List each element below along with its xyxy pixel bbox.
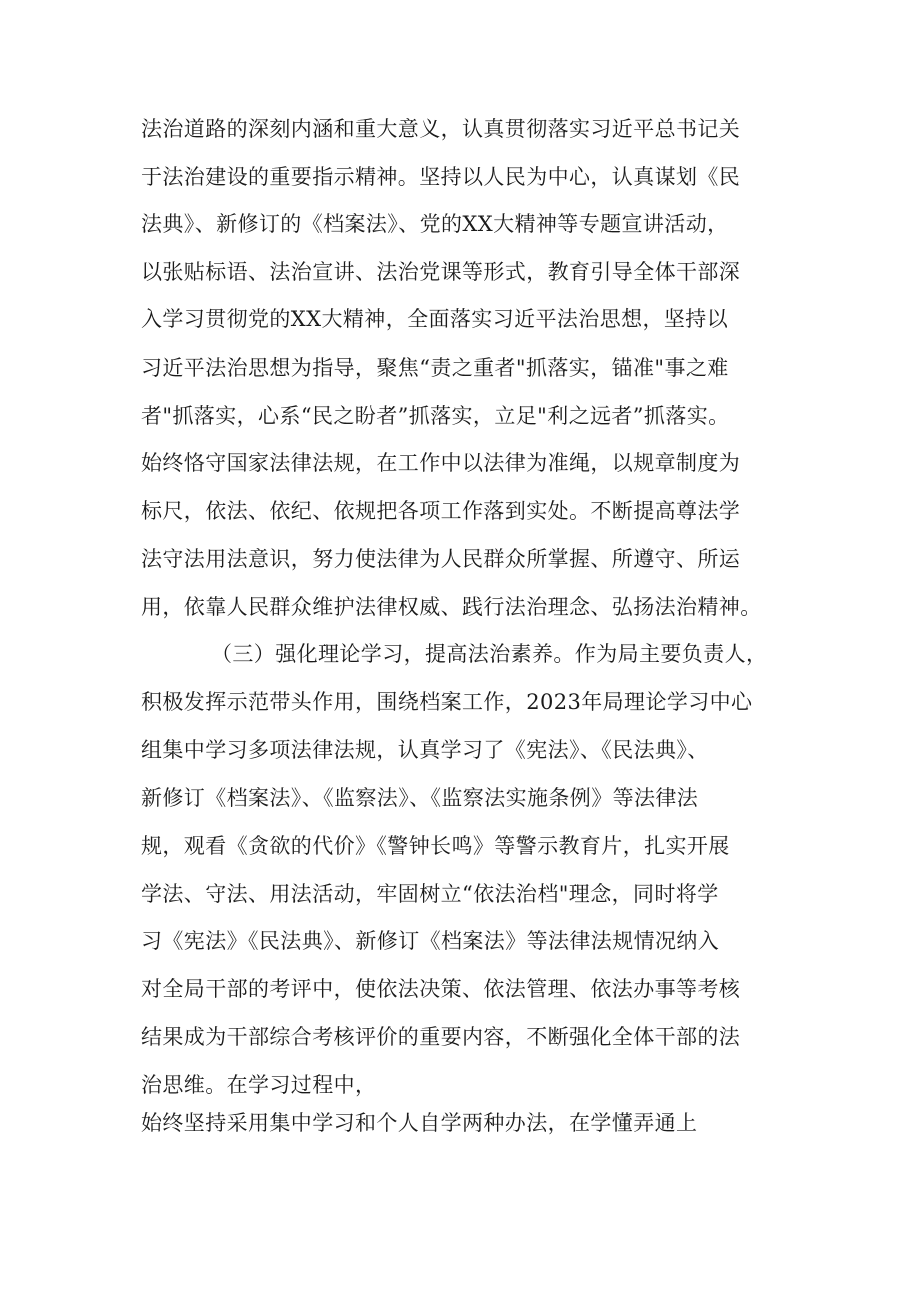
text-line: 对全局干部的考评中，使依法决策、依法管理、依法办事等考核 xyxy=(141,977,741,1001)
text-line: 学法、守法、用法活动，牢固树立“依法治档"理念，同时将学 xyxy=(141,882,719,906)
text-line: 以张贴标语、法治宣讲、法治党课等形式，教育引导全体干部深 xyxy=(141,260,741,284)
section-heading-line: （三）强化理论学习，提高法治素养。作为局主要负责人， xyxy=(211,642,768,666)
text-line: 新修订《档案法》、《监察法》、《监察法实施条例》等法律法 xyxy=(141,786,699,810)
text-line: 组集中学习多项法律法规，认真学习了《宪法》、《民法典》、 xyxy=(141,738,709,762)
text-line: 始终恪守国家法律法规，在工作中以法律为准绳，以规章制度为 xyxy=(141,451,741,475)
text-line: 者"抓落实，心系“民之盼者”抓落实，立足"利之远者”抓落实。 xyxy=(141,404,730,428)
text-line: 始终坚持采用集中学习和个人自学两种办法，在学懂弄通上 xyxy=(141,1111,698,1135)
text-line: 于法治建设的重要指示精神。坚持以人民为中心，认真谋划《民 xyxy=(141,165,741,189)
text-line: 入学习贯彻党的XX大精神，全面落实习近平法治思想，坚持以 xyxy=(141,307,729,331)
text-line: 积极发挥示范带头作用，围绕档案工作，2023年局理论学习中心 xyxy=(141,690,753,714)
text-line: 结果成为干部综合考核评价的重要内容，不断强化全体干部的法 xyxy=(141,1025,741,1049)
text-line: 标尺，依法、依纪、依规把各项工作落到实处。不断提高尊法学 xyxy=(141,499,741,523)
text-line: 法守法用法意识，努力使法律为人民群众所掌握、所遵守、所运 xyxy=(141,547,741,571)
text-line: 治思维。在学习过程中， xyxy=(141,1073,377,1097)
text-line: 习《宪法》《民法典》、新修订《档案法》等法律法规情况纳入 xyxy=(141,929,720,953)
text-line: 法典》、新修订的《档案法》、党的XX大精神等专题宣讲活动， xyxy=(141,212,729,236)
text-line: 规，观看《贪欲的代价》《警钟长鸣》等警示教育片，扎实开展 xyxy=(141,834,730,858)
text-line: 用，依靠人民群众维护法律权威、践行法治理念、弘扬法治精神。 xyxy=(141,595,762,619)
text-line: 法治道路的深刻内涵和重大意义，认真贯彻落实习近平总书记关 xyxy=(141,117,741,141)
text-line: 习近平法治思想为指导，聚焦“责之重者"抓落实，锚准"事之难 xyxy=(141,356,729,380)
